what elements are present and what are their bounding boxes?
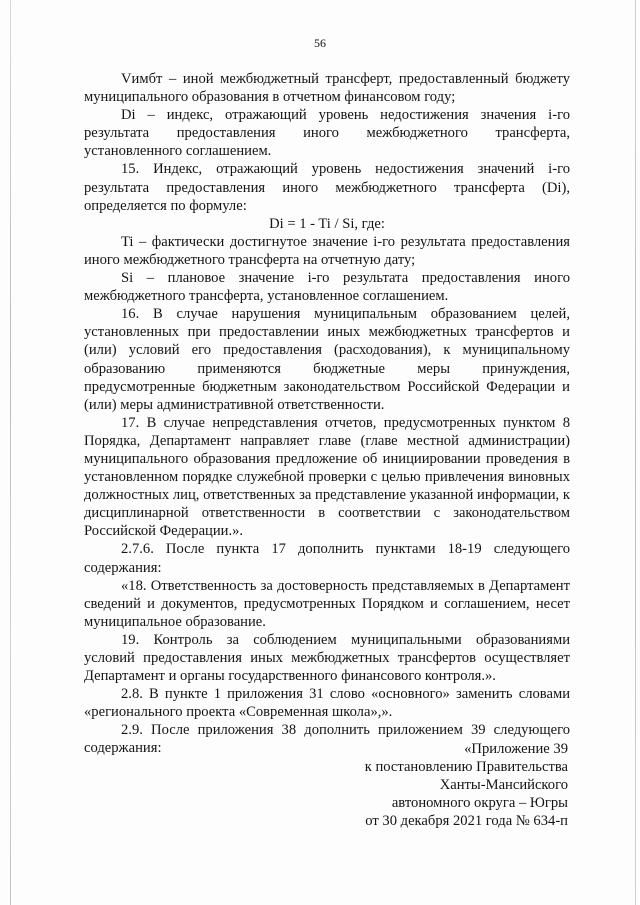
scan-edge-right <box>635 0 636 905</box>
paragraph: «18. Ответственность за достоверность представляемых в Департамент сведений и документов, предусмотренных Порядком и соглашением, несет муниципальное образование. <box>84 577 570 630</box>
paragraph: 2.9. После приложения 38 дополнить приложением 39 следующего содержания: <box>84 722 570 757</box>
paragraph: 2.8. В пункте 1 приложения 31 слово «основного» заменить словами «регионального проекта «Современная школа»,». <box>84 686 570 721</box>
paragraph: 19. Контроль за соблюдением муниципальными образованиями условий предоставления иных межбюджетных трансфертов осуществляет Департамент и органы государственного финансового контроля.». <box>84 631 570 685</box>
paragraph: Vимбт – иной межбюджетный трансферт, предоставленный бюджету муниципального образования в отчетном финансовом году; <box>84 71 570 106</box>
appendix-line: «Приложение 39 <box>464 741 568 757</box>
paragraph: Ti – фактически достигнутое значение i-го результата предоставления иного межбюджетного трансферта на отчетную дату; <box>84 233 570 268</box>
formula: Di = 1 - Ti / Si, где: <box>269 215 385 232</box>
appendix-line: от 30 декабря 2021 года № 634-п <box>365 813 568 830</box>
paragraph: Si – плановое значение i-го результата предоставления иного межбюджетного трансферта, установленное соглашением. <box>84 270 570 305</box>
paragraph: Di – индекс, отражающий уровень недостижения значения i-го результата предоставления иного межбюджетного трансферта, установленного соглашением. <box>84 107 570 160</box>
body-text <box>84 70 570 758</box>
appendix-line: Ханты-Мансийского <box>439 777 568 794</box>
appendix-header <box>365 740 568 830</box>
page-number: 56 <box>314 36 326 50</box>
appendix-line: автономного округа – Югры <box>391 795 568 812</box>
paragraph: 16. В случае нарушения муниципальным образованием целей, установленных при предоставлении иных межбюджетных трансфертов и (или) условий его предоставления (расходования), к муниципальному образованию применяются бюджетные меры принуждения, предусмотренные бюджетным законодательством Российской Федерации и (или) меры административной ответственности. <box>84 306 570 413</box>
paragraph: 17. В случае непредставления отчетов, предусмотренных пунктом 8 Порядка, Департамент направляет главе (главе местной администрации) муниципального образования предложение об инициировании проведения в установленном порядке служебной проверки с целью привлечения виновных должностных лиц, ответственных за представление указанной информации, к дисциплинарной ответственности в соответствии с законодательством Российской Федерации.». <box>84 414 570 540</box>
paragraph: 15. Индекс, отражающий уровень недостижения значений i-го результата предоставления иного межбюджетного трансферта (Di), определяется по формуле: <box>84 161 570 214</box>
paragraph: 2.7.6. После пункта 17 дополнить пунктами 18-19 следующего содержания: <box>84 541 570 576</box>
scan-edge-left <box>10 0 11 905</box>
appendix-line: к постановлению Правительства <box>364 759 568 776</box>
